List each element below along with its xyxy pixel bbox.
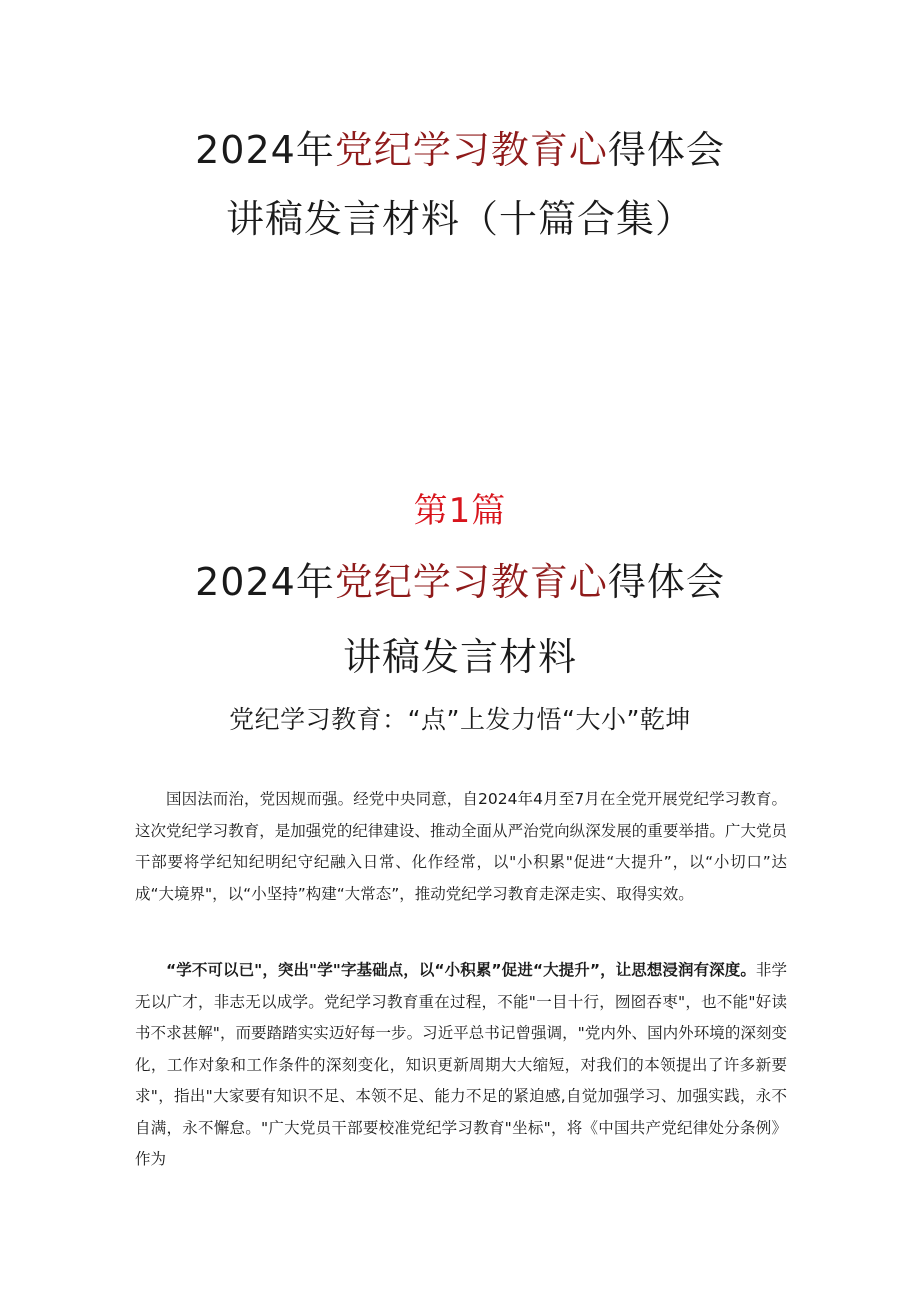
cover-title-line-1	[0, 128, 920, 172]
paragraph-2-text: 非学无以广才，非志无以成学。党纪学习教育重在过程，不能"一目十行，囫囵吞枣"，也不能"好读书不求甚解"，而要踏踏实实迈好每一步。习近平总书记曾强调，"党内外、国内外环境的深刻变化，工作对象和工作条件的深刻变化，知识更新周期大大缩短，对我们的本领提出了许多新要求"，指出"大家要有知识不足、本领不足、能力不足的紧迫感,自觉加强学习、加强实践，永不自满，永不懈怠。"广大党员干部要校准党纪学习教育"坐标"，将《中国共产党纪律处分条例》作为	[135, 961, 787, 1168]
chapter-title-rest: 得体会	[607, 560, 725, 604]
chapter-title-year: 2024年	[195, 560, 335, 604]
chapter-subtitle: 党纪学习教育：“点”上发力悟“大小”乾坤	[229, 705, 691, 734]
chapter-title-line-1	[0, 560, 920, 604]
paragraph-2-lead: “学不可以已"，突出"学"字基础点，以“小积累”促进“大提升”，让思想浸润有深度。	[166, 961, 756, 979]
body-paragraph-2	[135, 955, 787, 1176]
cover-title-line-2: 讲稿发言材料（十篇合集）	[225, 197, 694, 241]
cover-title-rest: 得体会	[607, 128, 725, 172]
cover-title-highlight: 党纪学习教育心	[334, 128, 608, 172]
chapter-title-line-2: 讲稿发言材料	[342, 635, 577, 679]
chapter-title-highlight: 党纪学习教育心	[334, 560, 608, 604]
body-paragraph-1: 国因法而治，党因规而强。经党中央同意，自2024年4月至7月在全党开展党纪学习教育。这次党纪学习教育，是加强党的纪律建设、推动全面从严治党向纵深发展的重要举措。广大党员干部要将学纪知纪明纪守纪融入日常、化作经常，以"小积累"促进“大提升”，以“小切口”达成“大境界"，以“小坚持”构建“大常态”，推动党纪学习教育走深走实、取得实效。	[135, 790, 787, 903]
chapter-label: 第1篇	[413, 491, 507, 531]
cover-title-year: 2024年	[195, 128, 335, 172]
